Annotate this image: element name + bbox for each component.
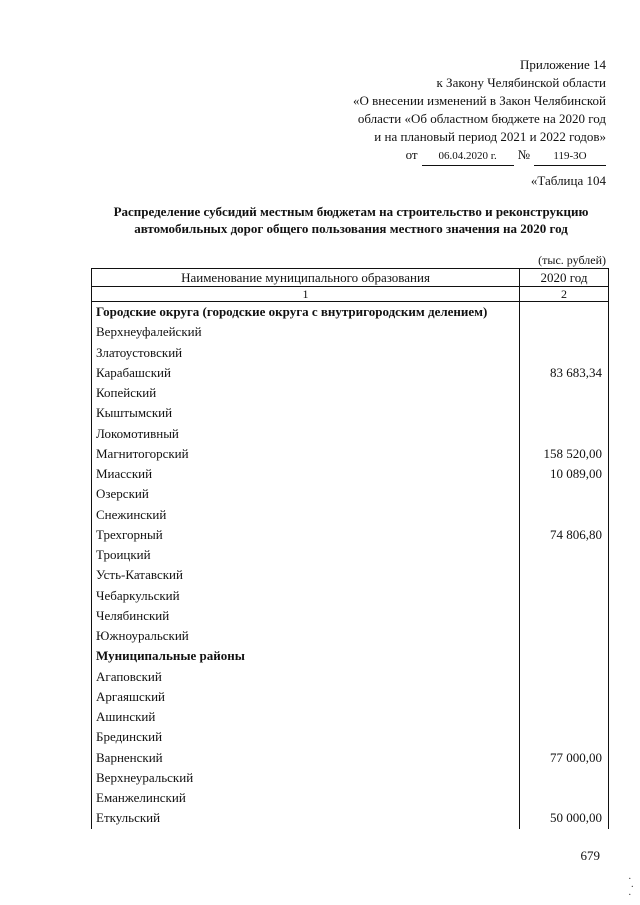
subsidy-amount (520, 403, 609, 423)
column-number-2: 2 (520, 287, 609, 302)
table-row (92, 545, 609, 565)
subsidy-amount (520, 322, 609, 342)
table-row (92, 322, 609, 342)
subsidy-amount: 77 000,00 (520, 748, 609, 768)
subsidy-amount: 50 000,00 (520, 808, 609, 828)
subsidy-amount (520, 505, 609, 525)
column-header-year: 2020 год (520, 269, 609, 287)
municipality-name: Еманжелинский (92, 788, 520, 808)
subsidy-amount: 74 806,80 (520, 525, 609, 545)
table-row (92, 687, 609, 707)
subsidy-amount (520, 383, 609, 403)
document-title (90, 203, 612, 237)
subsidy-amount (520, 606, 609, 626)
subsidy-amount (520, 424, 609, 444)
table-row (92, 606, 609, 626)
date-prefix: от (405, 147, 418, 162)
municipality-name: Челябинский (92, 606, 520, 626)
subsidy-amount (520, 727, 609, 747)
table-row (92, 363, 609, 383)
subsidy-amount (520, 646, 609, 666)
column-number-1: 1 (92, 287, 520, 302)
table-row (92, 505, 609, 525)
municipality-name: Верхнеуфалейский (92, 322, 520, 342)
table-row (92, 383, 609, 403)
municipality-name: Кыштымский (92, 403, 520, 423)
table-row (92, 788, 609, 808)
municipality-name: Агаповский (92, 667, 520, 687)
law-number: 119-ЗО (534, 147, 606, 166)
table-row (92, 343, 609, 363)
table-row (92, 748, 609, 768)
law-signature-line (276, 146, 606, 166)
column-header-name: Наименование муниципального образования (92, 269, 520, 287)
table-row (92, 403, 609, 423)
municipality-name: Магнитогорский (92, 444, 520, 464)
table-row (92, 424, 609, 444)
subsidy-amount (520, 565, 609, 585)
municipality-name: Карабашский (92, 363, 520, 383)
number-prefix: № (517, 147, 530, 162)
municipality-name: Копейский (92, 383, 520, 403)
page-number: 679 (580, 848, 600, 863)
municipality-name: Верхнеуральский (92, 768, 520, 788)
table-row (92, 444, 609, 464)
municipality-name: Усть-Катавский (92, 565, 520, 585)
municipality-name: Ашинский (92, 707, 520, 727)
subsidy-amount (520, 667, 609, 687)
table-row (92, 565, 609, 585)
subsidy-amount: 83 683,34 (520, 363, 609, 383)
municipality-name: Троицкий (92, 545, 520, 565)
appendix-line-2: к Закону Челябинской области (436, 75, 606, 90)
municipality-name: Чебаркульский (92, 586, 520, 606)
table-row (92, 768, 609, 788)
subsidy-amount (520, 768, 609, 788)
law-date: 06.04.2020 г. (422, 147, 514, 166)
subsidy-amount (520, 484, 609, 504)
subsidy-amount (520, 707, 609, 727)
municipality-name: Еткульский (92, 808, 520, 828)
document-title-line-2: автомобильных дорог общего пользования местного значения на 2020 год (134, 221, 568, 236)
table-row (92, 464, 609, 484)
section-heading: Городские округа (городские округа с внутригородским делением) (92, 302, 520, 323)
units-label: (тыс. рублей) (538, 253, 606, 267)
table-row (92, 586, 609, 606)
table-row (92, 727, 609, 747)
scan-marks: · · · (628, 874, 634, 901)
subsidy-amount (520, 687, 609, 707)
municipality-name: Трехгорный (92, 525, 520, 545)
table-row (92, 707, 609, 727)
subsidy-amount (520, 302, 609, 323)
subsidy-amount (520, 626, 609, 646)
document-title-line-1: Распределение субсидий местным бюджетам на строительство и реконструкцию (113, 204, 589, 219)
appendix-line-4: области «Об областном бюджете на 2020 год (357, 111, 606, 126)
appendix-line-1: Приложение 14 (519, 57, 606, 72)
appendix-line-3: «О внесении изменений в Закон Челябинской (352, 93, 606, 108)
municipality-name: Брединский (92, 727, 520, 747)
table-row (92, 808, 609, 828)
table-row (92, 626, 609, 646)
municipality-name: Снежинский (92, 505, 520, 525)
subsidy-amount (520, 343, 609, 363)
subsidy-amount: 158 520,00 (520, 444, 609, 464)
municipality-name: Варненский (92, 748, 520, 768)
table-row (92, 525, 609, 545)
section-row (92, 646, 609, 666)
municipality-name: Озерский (92, 484, 520, 504)
subsidy-amount (520, 788, 609, 808)
appendix-header (276, 56, 606, 166)
subsidy-table (91, 268, 609, 829)
municipality-name: Златоустовский (92, 343, 520, 363)
section-row (92, 302, 609, 323)
table-reference: «Таблица 104 (530, 173, 606, 188)
table-row (92, 484, 609, 504)
section-heading: Муниципальные районы (92, 646, 520, 666)
table-row (92, 667, 609, 687)
subsidy-amount: 10 089,00 (520, 464, 609, 484)
municipality-name: Аргаяшский (92, 687, 520, 707)
municipality-name: Локомотивный (92, 424, 520, 444)
appendix-line-5: и на плановый период 2021 и 2022 годов» (374, 129, 606, 144)
municipality-name: Миасский (92, 464, 520, 484)
municipality-name: Южноуральский (92, 626, 520, 646)
subsidy-amount (520, 545, 609, 565)
subsidy-amount (520, 586, 609, 606)
